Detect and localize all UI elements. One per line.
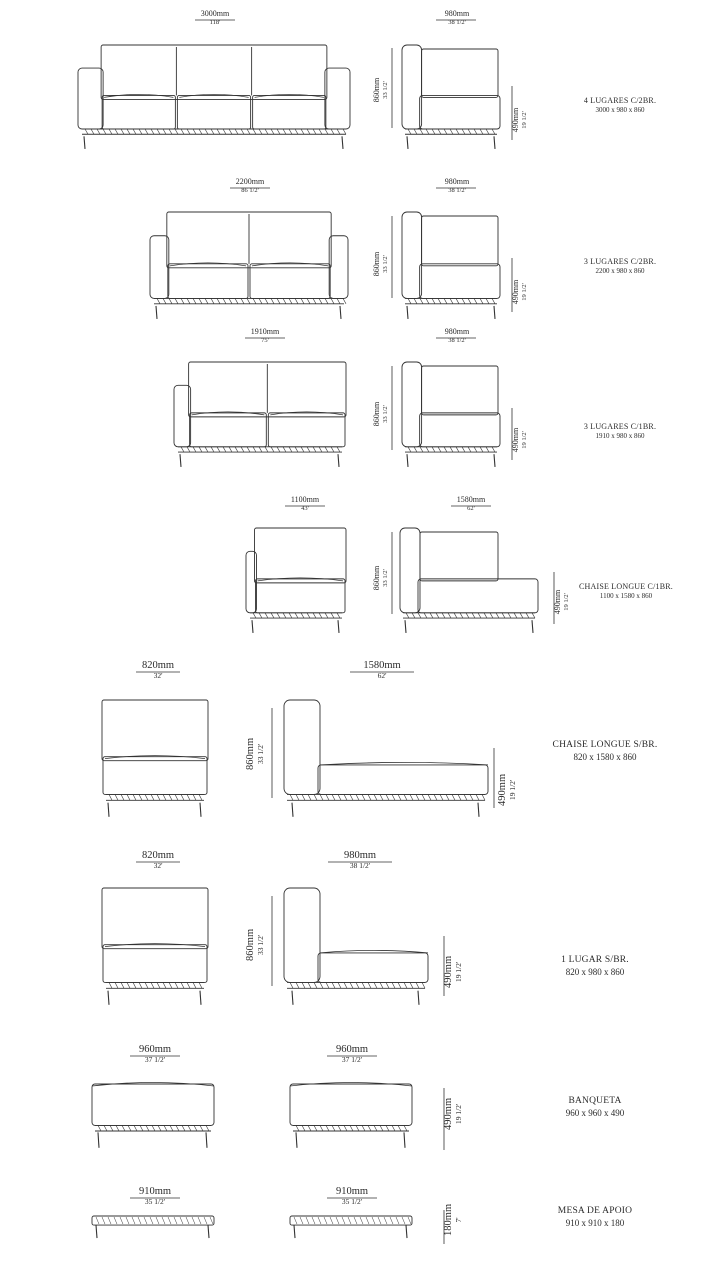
height-dim-1-seat: 860mm 33 1/2' [245, 928, 265, 961]
front-width-dim-bench: 960mm 37 1/2' [138, 1044, 172, 1064]
front-view-3-seater-1arm [174, 362, 346, 467]
side-depth-dim-side-table: 910mm 35 1/2' [335, 1186, 369, 1206]
model-label-chaise-1arm: CHAISE LONGUE C/1BR. 1100 x 1580 x 860 [578, 582, 673, 600]
front-view-4-seater [78, 45, 350, 149]
seat-height-dim-3-seater-2arms: 490mm 19 1/2' [511, 279, 528, 305]
side-depth-dim-chaise-noarm: 1580mm 62' [363, 660, 401, 680]
model-label-bench: BANQUETA 960 x 960 x 490 [565, 1096, 625, 1118]
model-label-chaise-noarm: CHAISE LONGUE S/BR. 820 x 1580 x 860 [552, 740, 658, 762]
front-width-dim-chaise-1arm: 1100mm 43' [290, 495, 320, 512]
seat-height-dim-chaise-1arm: 490mm 19 1/2' [553, 589, 570, 615]
front-width-dim-4-seater: 3000mm 118' [200, 9, 230, 26]
front-width-dim-3-seater-1arm: 1910mm 75' [250, 327, 280, 344]
side-depth-dim-3-seater-2arms: 980mm 38 1/2' [444, 177, 470, 194]
front-view-chaise-noarm [102, 700, 208, 817]
front-width-dim-3-seater-2arms: 2200mm 86 1/2' [235, 177, 265, 194]
front-view-chaise-1arm [246, 528, 346, 633]
height-dim-3-seater-1arm: 860mm 33 1/2' [372, 401, 389, 427]
model-label-side-table: MESA DE APOIO 910 x 910 x 180 [557, 1206, 633, 1228]
side-depth-dim-4-seater: 980mm 38 1/2' [444, 9, 470, 26]
model-label-1-seat: 1 LUGAR S/BR. 820 x 980 x 860 [561, 955, 629, 977]
model-label-3-seater-2arms: 3 LUGARES C/2BR. 2200 x 980 x 860 [583, 257, 657, 275]
front-width-dim-side-table: 910mm 35 1/2' [138, 1186, 172, 1206]
side-view-1-seat [284, 888, 428, 1005]
front-width-dim-1-seat: 820mm 32' [141, 850, 175, 870]
height-dim-3-seater-2arms: 860mm 33 1/2' [372, 251, 389, 277]
side-depth-dim-3-seater-1arm: 980mm 38 1/2' [444, 327, 470, 344]
height-dim-side-table: 180mm 7' [443, 1203, 463, 1236]
side-view-side-table [290, 1216, 412, 1238]
side-view-bench [290, 1083, 412, 1148]
seat-height-dim-chaise-noarm: 490mm 19 1/2' [497, 773, 517, 806]
side-view-chaise-1arm [400, 528, 538, 633]
height-dim-bench: 490mm 19 1/2' [443, 1097, 463, 1130]
seat-height-dim-3-seater-1arm: 490mm 19 1/2' [511, 427, 528, 453]
side-view-3-seater-1arm [402, 362, 500, 467]
seat-height-dim-1-seat: 490mm 19 1/2' [443, 955, 463, 988]
front-width-dim-chaise-noarm: 820mm 32' [141, 660, 175, 680]
side-depth-dim-bench: 960mm 37 1/2' [335, 1044, 369, 1064]
height-dim-4-seater: 860mm 33 1/2' [372, 77, 389, 103]
model-label-3-seater-1arm: 3 LUGARES C/1BR. 1910 x 980 x 860 [583, 422, 657, 440]
front-view-side-table [92, 1216, 214, 1238]
side-view-chaise-noarm [284, 700, 488, 817]
seat-height-dim-4-seater: 490mm 19 1/2' [511, 107, 528, 133]
side-view-4-seater [402, 45, 500, 149]
side-view-3-seater-2arms [402, 212, 500, 319]
side-depth-dim-1-seat: 980mm 38 1/2' [343, 850, 377, 870]
side-depth-dim-chaise-1arm: 1580mm 62' [456, 495, 486, 512]
height-dim-chaise-noarm: 860mm 33 1/2' [245, 737, 265, 770]
front-view-3-seater-2arms [150, 212, 348, 319]
height-dim-chaise-1arm: 860mm 33 1/2' [372, 565, 389, 591]
front-view-bench [92, 1083, 214, 1148]
front-view-1-seat [102, 888, 208, 1005]
model-label-4-seater: 4 LUGARES C/2BR. 3000 x 980 x 860 [583, 96, 657, 114]
